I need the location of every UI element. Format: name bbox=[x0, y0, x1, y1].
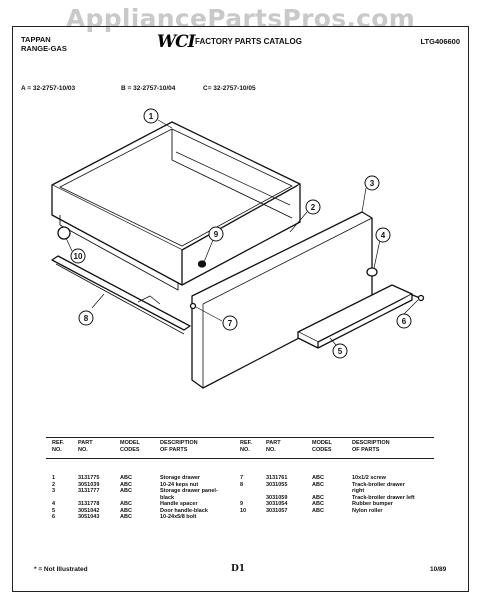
callout-label-2: 2 bbox=[310, 203, 316, 212]
rubber-bumper-drawing bbox=[199, 261, 206, 267]
brand-line-1: TAPPAN bbox=[21, 35, 51, 44]
screw-drawing bbox=[191, 304, 196, 309]
callout-label-9: 9 bbox=[213, 230, 219, 239]
table-row: 5 3051042 ABC Door handle-black bbox=[52, 507, 208, 514]
table-header-rule bbox=[46, 458, 434, 459]
callout-label-1: 1 bbox=[148, 112, 154, 121]
table-row: 9 3031054 ABC Rubber bumper bbox=[240, 501, 393, 507]
model-a: A = 32-2757-10/03 bbox=[21, 85, 76, 92]
parts-table-left bbox=[52, 440, 228, 521]
col-model-codes: MODEL CODES bbox=[120, 440, 140, 453]
page-code: D1 bbox=[231, 564, 246, 574]
table-row: 8 3031055 ABC Track-broiler drawer right bbox=[240, 481, 405, 494]
table-row: 3031059 ABC Track-broiler drawer left bbox=[266, 494, 415, 501]
table-row: 3 3131777 ABC Storage drawer panel-black bbox=[52, 488, 218, 501]
table-top-rule bbox=[46, 437, 434, 438]
watermark: AppliancePartsPros.com bbox=[65, 4, 416, 33]
model-b: B = 32-2757-10/04 bbox=[121, 85, 176, 92]
table-row: 7 3131761 ABC 10x1/2 screw bbox=[240, 475, 386, 481]
brand-line-2: RANGE-GAS bbox=[21, 44, 67, 53]
col-description: DESCRIPTION OF PARTS bbox=[352, 440, 390, 453]
model-c: C= 32-2757-10/05 bbox=[203, 85, 256, 92]
parts-table-right bbox=[240, 440, 420, 514]
callout-label-7: 7 bbox=[227, 319, 233, 328]
footnote: * = Not Illustrated bbox=[34, 566, 88, 573]
col-description: DESCRIPTION OF PARTS bbox=[160, 440, 198, 453]
col-model-codes: MODEL CODES bbox=[312, 440, 332, 453]
wci-logo: WCI bbox=[157, 32, 195, 52]
catalog-number: LTG406600 bbox=[420, 37, 460, 46]
nylon-roller-drawing bbox=[58, 227, 70, 239]
catalog-title: FACTORY PARTS CATALOG bbox=[195, 37, 302, 46]
callout-label-4: 4 bbox=[380, 231, 386, 240]
table-row: 1 3131775 ABC Storage drawer bbox=[52, 475, 201, 481]
callout-label-5: 5 bbox=[337, 347, 343, 356]
table-row: 4 3131778 ABC Handle spacer bbox=[52, 501, 198, 507]
table-row: 6 3051043 ABC 10-24x5/8 bolt bbox=[52, 514, 197, 520]
table-row: 2 3051039 ABC 10-24 keps nut bbox=[52, 481, 199, 488]
callout-label-3: 3 bbox=[369, 179, 375, 188]
col-ref-no: REF. NO. bbox=[240, 440, 252, 453]
col-ref-no: REF. NO. bbox=[52, 440, 64, 453]
revision-date: 10/89 bbox=[430, 566, 447, 573]
callout-label-8: 8 bbox=[83, 314, 89, 323]
col-part-no: PART NO. bbox=[78, 440, 93, 453]
col-part-no: PART NO. bbox=[266, 440, 281, 453]
table-row: 10 3031057 ABC Nylon roller bbox=[240, 507, 383, 514]
callout-label-6: 6 bbox=[401, 317, 407, 326]
callout-label-10: 10 bbox=[73, 252, 83, 261]
handle-spacer-drawing bbox=[367, 268, 377, 276]
